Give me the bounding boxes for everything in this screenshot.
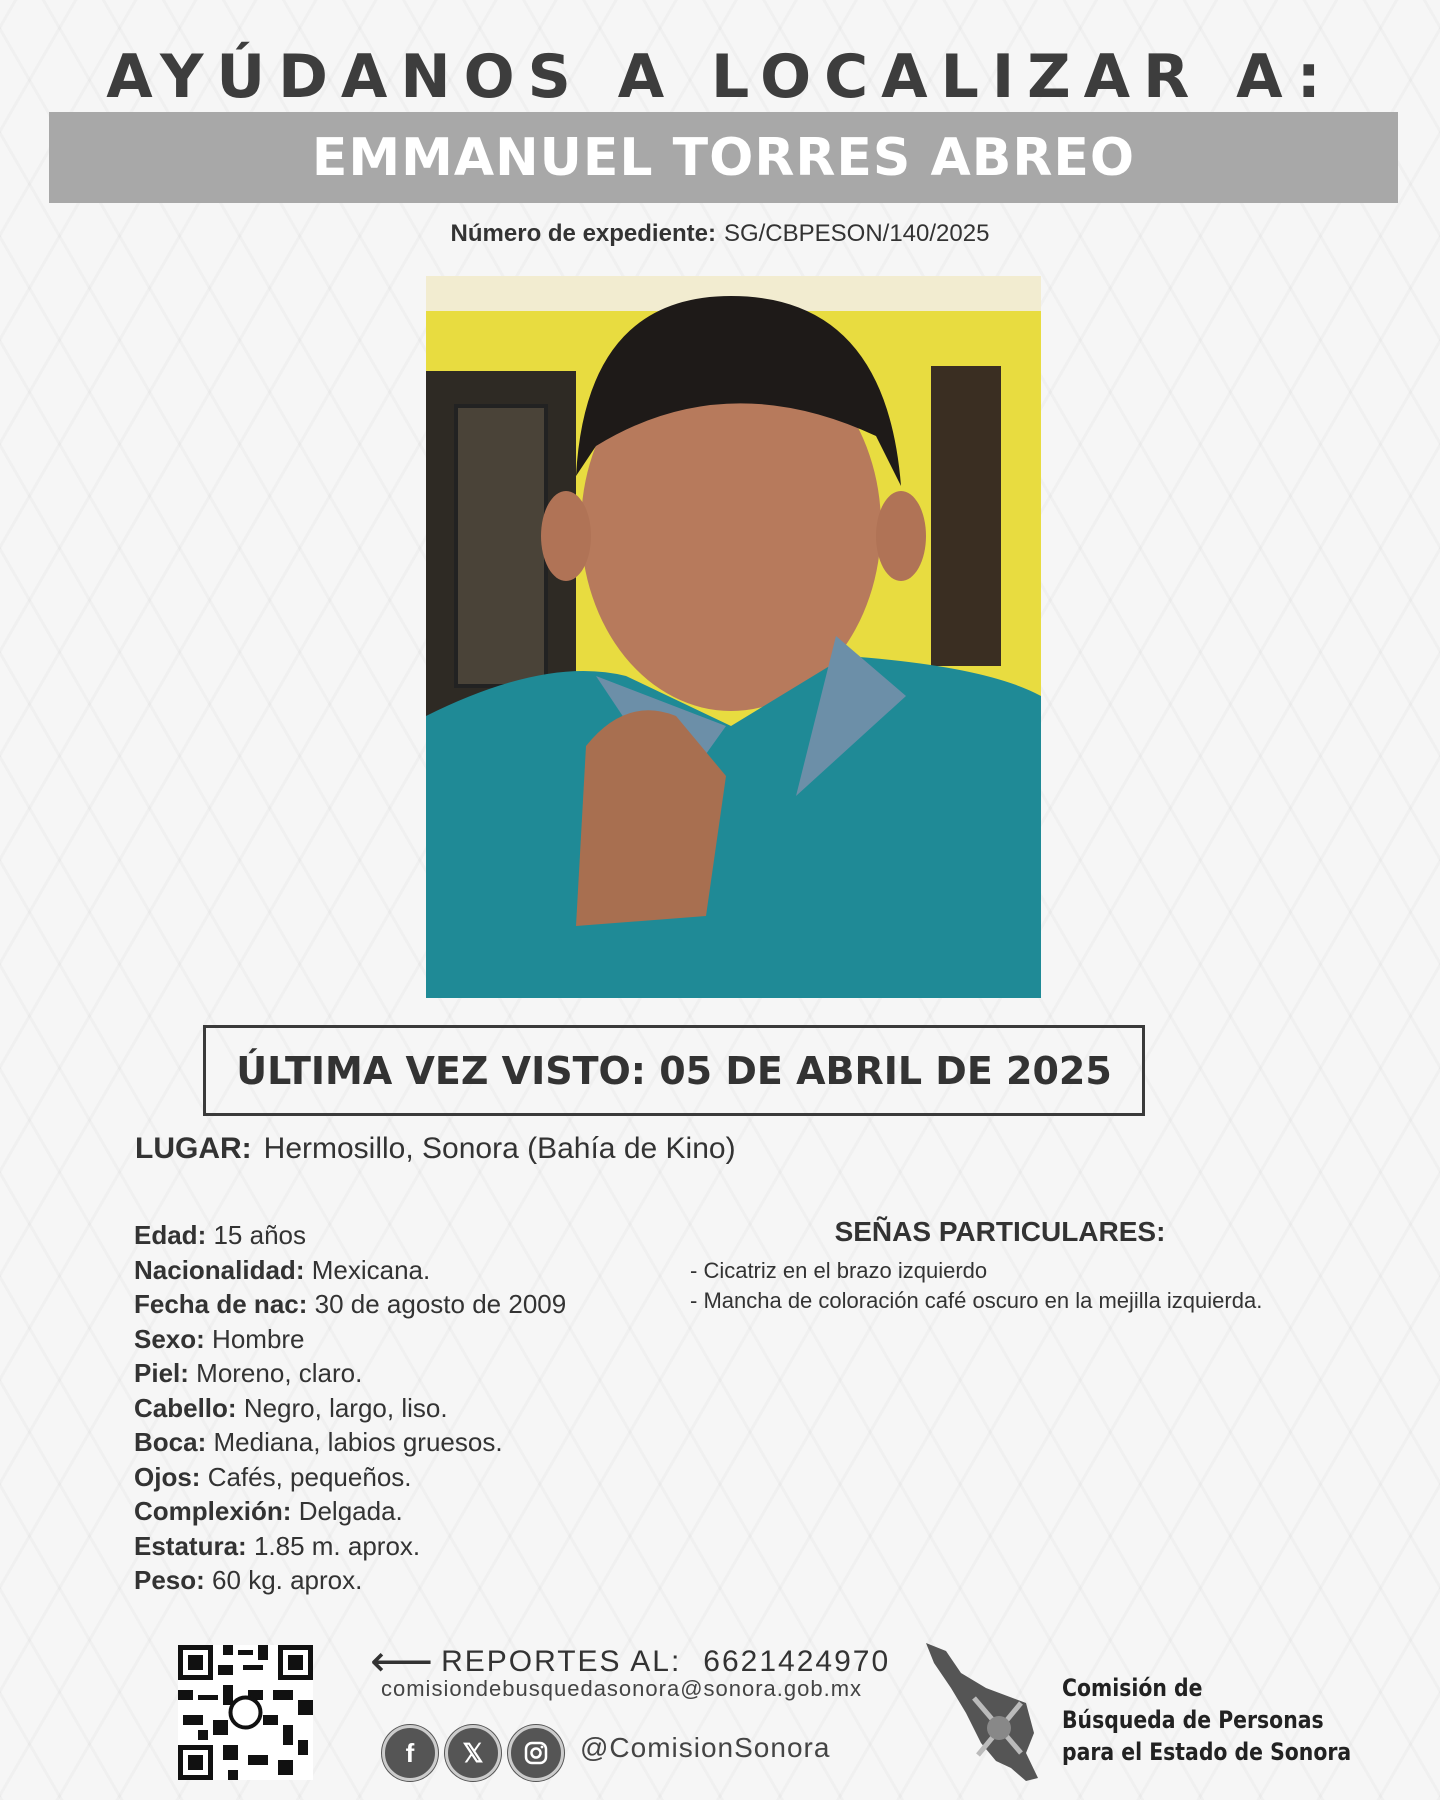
detail-value: 30 de agosto de 2009 [314, 1289, 567, 1319]
sonora-map-logo [926, 1643, 1051, 1788]
poster-title: AYÚDANOS A LOCALIZAR A: [106, 42, 1334, 112]
detail-value: Delgada. [298, 1496, 403, 1526]
distinguishing-marks-title: SEÑAS PARTICULARES: [834, 1216, 1166, 1247]
reportes-label: REPORTES AL: [441, 1644, 682, 1678]
distinguishing-marks [690, 1216, 1340, 1316]
detail-label: Boca: [134, 1427, 207, 1457]
email-link[interactable]: comisiondebusquedasonora@sonora.gob.mx [381, 1676, 863, 1701]
org-line: Búsqueda de Personas [1062, 1706, 1324, 1734]
location-label: LUGAR: [135, 1132, 252, 1165]
mark-item: - Cicatriz en el brazo izquierdo [690, 1258, 988, 1283]
detail-row [134, 1563, 566, 1598]
location-value: Hermosillo, Sonora (Bahía de Kino) [263, 1132, 736, 1165]
detail-value: Hombre [212, 1323, 305, 1354]
detail-row [134, 1425, 566, 1460]
detail-label: Ojos: [134, 1461, 201, 1492]
organization-name [1062, 1672, 1351, 1768]
detail-label: Nacionalidad: [134, 1254, 305, 1285]
detail-row [134, 1253, 566, 1288]
last-seen-box [203, 1025, 1145, 1116]
detail-row [134, 1460, 566, 1495]
detail-value: Mexicana. [311, 1254, 431, 1285]
detail-row [134, 1391, 566, 1426]
location [135, 1132, 736, 1166]
detail-row [134, 1218, 566, 1253]
detail-value: Moreno, claro. [196, 1358, 363, 1388]
detail-label: Sexo: [134, 1323, 205, 1354]
name-banner [49, 112, 1398, 203]
detail-label: Estatura: [134, 1530, 247, 1561]
phone-number[interactable]: 6621424970 [703, 1644, 891, 1678]
x-icon[interactable]: 𝕏 [445, 1725, 501, 1781]
facebook-icon[interactable]: f [382, 1725, 438, 1781]
detail-value: Negro, largo, liso. [243, 1392, 448, 1423]
person-photo [426, 276, 1041, 998]
case-number-label: Número de expediente: [450, 220, 716, 247]
qr-code[interactable] [178, 1645, 313, 1780]
detail-value: Cafés, pequeños. [207, 1461, 412, 1492]
physical-details [134, 1218, 566, 1598]
detail-value: 60 kg. aprox. [212, 1565, 363, 1595]
mark-item: - Mancha de coloración café oscuro en la mejilla izquierda. [690, 1288, 1263, 1313]
detail-row [134, 1494, 566, 1529]
detail-label: Fecha de nac: [134, 1289, 308, 1319]
case-number-value: SG/CBPESON/140/2025 [723, 220, 990, 247]
detail-value: Mediana, labios gruesos. [213, 1427, 503, 1457]
case-number [0, 220, 1440, 248]
detail-label: Edad: [134, 1220, 207, 1250]
detail-label: Piel: [134, 1358, 189, 1388]
detail-row [134, 1287, 566, 1322]
detail-value: 1.85 m. aprox. [253, 1530, 421, 1561]
detail-label: Cabello: [134, 1392, 237, 1423]
arrow-left-icon: ⟵ [370, 1637, 436, 1686]
social-handle[interactable]: @ComisionSonora [580, 1732, 831, 1763]
detail-label: Complexión: [134, 1496, 292, 1526]
detail-row [134, 1322, 566, 1357]
detail-row [134, 1356, 566, 1391]
last-seen-date: ÚLTIMA VEZ VISTO: 05 DE ABRIL DE 2025 [236, 1048, 1112, 1093]
detail-label: Peso: [134, 1565, 205, 1595]
missing-person-name: EMMANUEL TORRES ABREO [311, 127, 1136, 188]
detail-value: 15 años [213, 1220, 306, 1250]
detail-row [134, 1529, 566, 1564]
instagram-icon[interactable] [508, 1725, 564, 1781]
org-line: Comisión de [1062, 1674, 1203, 1702]
org-line: para el Estado de Sonora [1062, 1738, 1352, 1766]
